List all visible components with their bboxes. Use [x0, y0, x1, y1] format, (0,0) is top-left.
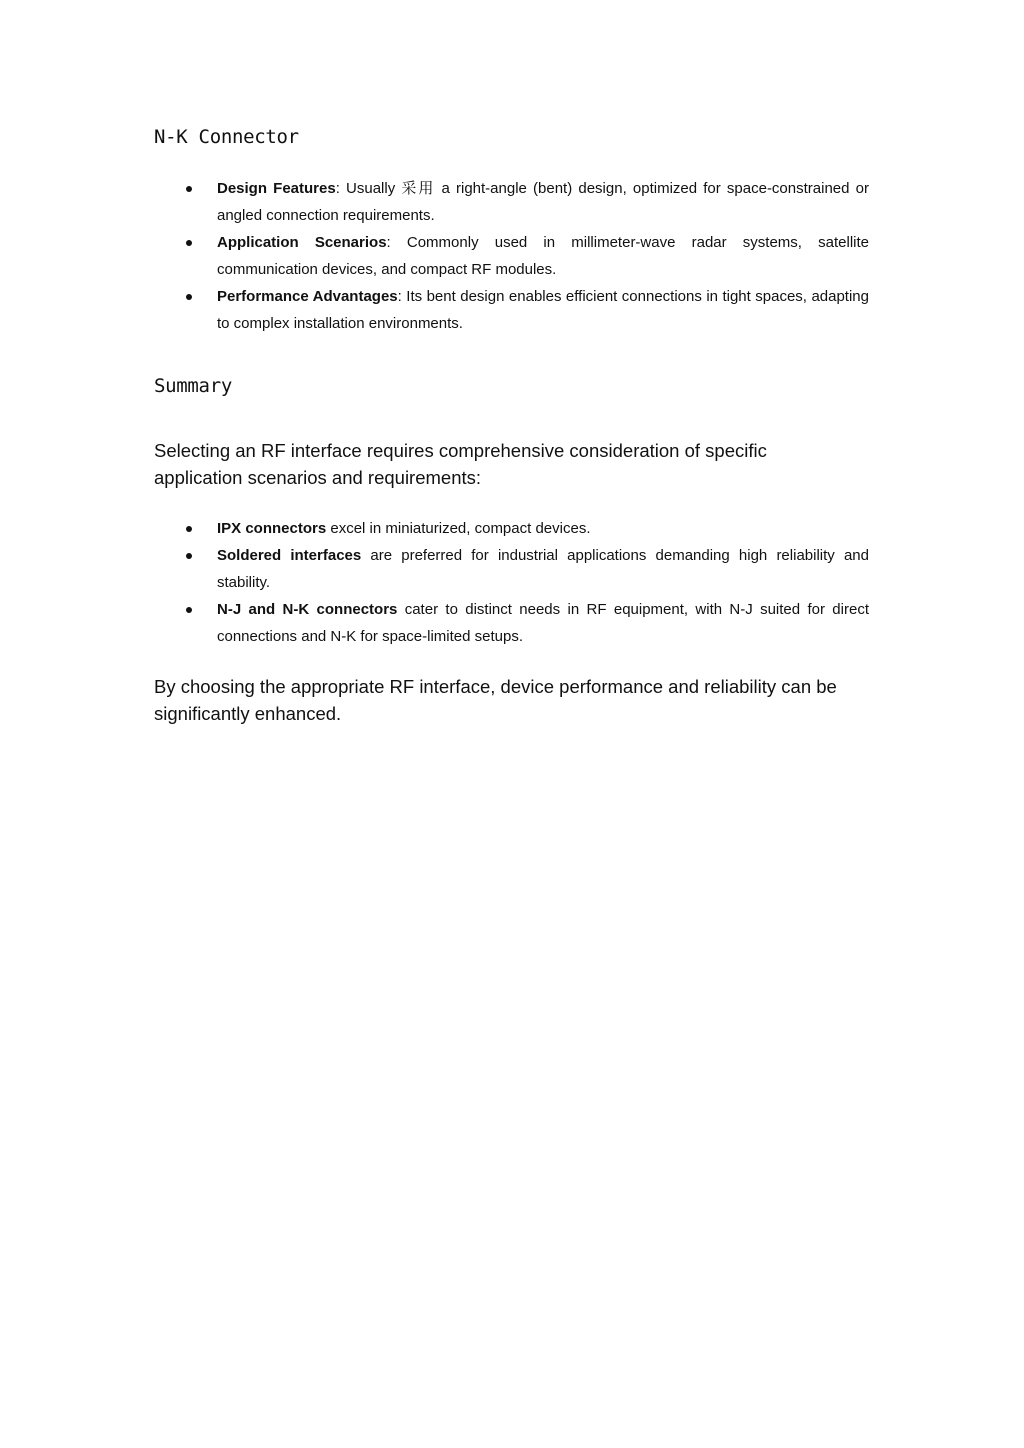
item-text: cater to distinct needs in RF equipment, with N-J suited for direct connections and N-K for space-limited setups.: [217, 601, 869, 645]
item-label: Design Features: [217, 180, 336, 197]
item-text: excel in miniaturized, compact devices.: [326, 520, 591, 537]
list-item: [186, 515, 869, 542]
bullet-icon: [186, 294, 192, 300]
item-text: : Usually 采用 a right-angle (bent) design, optimized for space-constrained or angled connection requirements.: [217, 180, 869, 224]
item-text: : Its bent design enables efficient connections in tight spaces, adapting to complex installation environments.: [217, 288, 869, 332]
item-label: Soldered interfaces: [217, 547, 362, 564]
section-heading-summary: Summary: [154, 375, 232, 397]
list-item: [186, 175, 869, 229]
list-item: [186, 229, 869, 283]
bullet-icon: [186, 607, 192, 613]
item-label: Performance Advantages: [217, 288, 398, 305]
list-item: [186, 542, 869, 596]
section-heading-nk-connector: N-K Connector: [154, 126, 299, 148]
item-label: N-J and N-K connectors: [217, 601, 398, 618]
feature-list: [186, 175, 869, 337]
conclusion-paragraph: By choosing the appropriate RF interface, device performance and reliability can be significantly enhanced.: [154, 676, 837, 724]
bullet-icon: [186, 553, 192, 559]
summary-intro-paragraph: Selecting an RF interface requires comprehensive consideration of specific application scenarios and requirements:: [154, 440, 767, 488]
bullet-icon: [186, 186, 192, 192]
list-item: [186, 283, 869, 337]
item-text: : Commonly used in millimeter-wave radar systems, satellite communication devices, and compact RF modules.: [217, 234, 869, 278]
item-label: Application Scenarios: [217, 234, 387, 251]
item-label: IPX connectors: [217, 520, 327, 537]
summary-list: [186, 515, 869, 650]
bullet-icon: [186, 240, 192, 246]
item-text: are preferred for industrial applications demanding high reliability and stability.: [217, 547, 869, 591]
bullet-icon: [186, 526, 192, 532]
list-item: [186, 596, 869, 650]
